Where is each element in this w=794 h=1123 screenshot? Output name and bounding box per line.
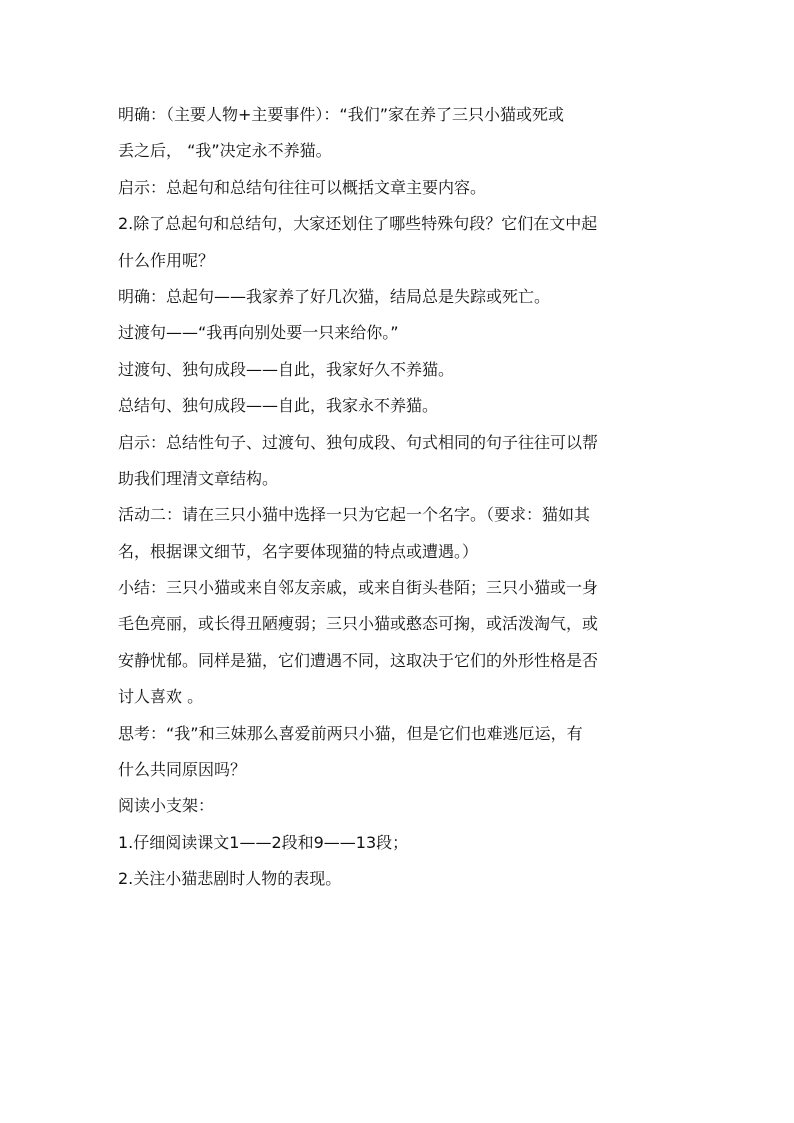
text-line: 毛色亮丽，或长得丑陋瘦弱；三只小猫或憨态可掬，或活泼淘气，或 <box>118 614 599 634</box>
text-line: 讨人喜欢 。 <box>118 687 204 707</box>
text-line: 助我们理清文章结构。 <box>118 468 279 488</box>
text-line: 丢之后， “我”决定永不养猫。 <box>118 141 332 161</box>
text-line: 过渡句、独句成段——自此，我家好久不养猫。 <box>118 359 455 379</box>
text-line: 思考：“我”和三妹那么喜爱前两只小猫，但是它们也难逃厄运，有 <box>118 723 583 743</box>
text-line: 小结：三只小猫或来自邻友亲戚，或来自街头巷陌；三只小猫或一身 <box>118 578 599 598</box>
text-line: 什么共同原因吗？ <box>118 760 247 780</box>
text-line: 活动二：请在三只小猫中选择一只为它起一个名字。（要求：猫如其 <box>118 505 591 525</box>
text-line: 总结句、独句成段——自此，我家永不养猫。 <box>118 396 439 416</box>
text-line: 阅读小支架： <box>118 796 215 816</box>
text-line: 启示：总结性句子、过渡句、独句成段、句式相同的句子往往可以帮 <box>118 432 599 452</box>
text-line: 2.关注小猫悲剧时人物的表现。 <box>118 869 342 889</box>
text-line: 过渡句——“我再向别处要一只来给你。” <box>118 323 399 343</box>
text-line: 明确：（主要人物+主要事件）：“我们”家在养了三只小猫或死或 <box>118 105 564 124</box>
text-line: 1.仔细阅读课文1——2段和9——13段； <box>118 832 409 852</box>
text-line: 明确：总起句——我家养了好几次猫，结局总是失踪或死亡。 <box>118 286 551 306</box>
text-line: 安静忧郁。同样是猫，它们遭遇不同，这取决于它们的外形性格是否 <box>118 650 599 670</box>
text-line: 名，根据课文细节，名字要体现猫的特点或遭遇。） <box>118 541 479 561</box>
document-body <box>118 97 678 898</box>
text-line: 2.除了总起句和总结句，大家还划住了哪些特殊句段？它们在文中起 <box>118 214 598 234</box>
text-line: 什么作用呢？ <box>118 250 215 270</box>
text-line: 启示：总起句和总结句往往可以概括文章主要内容。 <box>118 177 487 197</box>
